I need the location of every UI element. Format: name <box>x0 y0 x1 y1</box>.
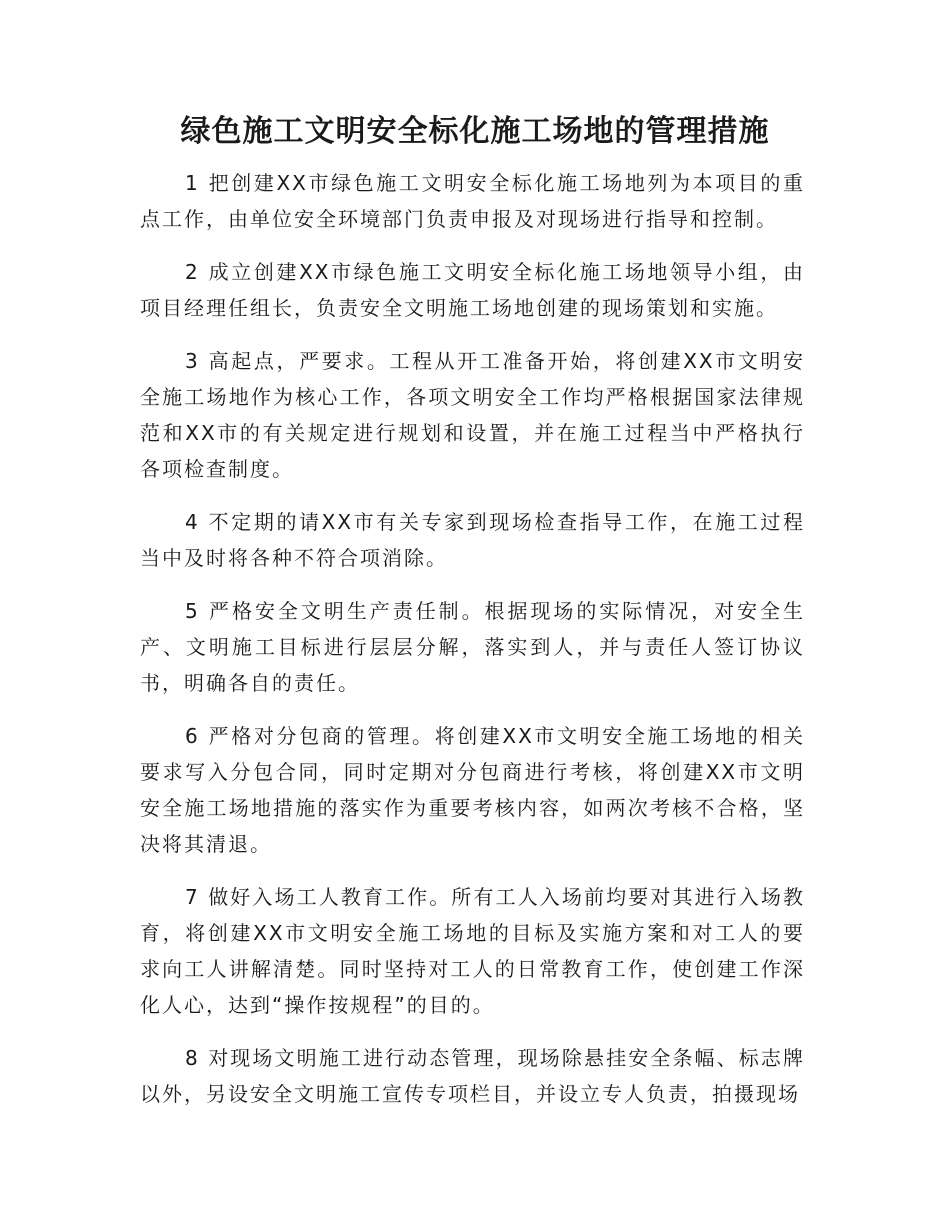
paragraph-4: 4 不定期的请XX市有关专家到现场检查指导工作，在施工过程当中及时将各种不符合项消除。 <box>140 510 805 570</box>
paragraph-3: 3 高起点，严要求。工程从开工准备开始，将创建XX市文明安全施工场地作为核心工作，各项文明安全工作均严格根据国家法律规范和XX市的有关规定进行规划和设置，并在施工过程当中严格执行各项检查制度。 <box>140 349 805 481</box>
paragraph-7: 7 做好入场工人教育工作。所有工人入场前均要对其进行入场教育，将创建XX市文明安全施工场地的目标及实施方案和对工人的要求向工人讲解清楚。同时坚持对工人的日常教育工作，使创建工作深化人心，达到“操作按规程”的目的。 <box>140 885 805 1017</box>
paragraph-1: 1 把创建XX市绿色施工文明安全标化施工场地列为本项目的重点工作，由单位安全环境部门负责申报及对现场进行指导和控制。 <box>140 171 805 231</box>
paragraph-5: 5 严格安全文明生产责任制。根据现场的实际情况，对安全生产、文明施工目标进行层层分解，落实到人，并与责任人签订协议书，明确各自的责任。 <box>140 599 805 695</box>
paragraph-2: 2 成立创建XX市绿色施工文明安全标化施工场地领导小组，由项目经理任组长，负责安全文明施工场地创建的现场策划和实施。 <box>140 260 805 320</box>
paragraph-8: 8 对现场文明施工进行动态管理，现场除悬挂安全条幅、标志牌以外，另设安全文明施工宣传专项栏目，并设立专人负责，拍摄现场 <box>140 1046 805 1106</box>
paragraph-6: 6 严格对分包商的管理。将创建XX市文明安全施工场地的相关要求写入分包合同，同时定期对分包商进行考核，将创建XX市文明安全施工场地措施的落实作为重要考核内容，如两次考核不合格，坚决将其清退。 <box>140 724 805 856</box>
document-body <box>140 165 805 1129</box>
document-title: 绿色施工文明安全标化施工场地的管理措施 <box>180 114 770 149</box>
